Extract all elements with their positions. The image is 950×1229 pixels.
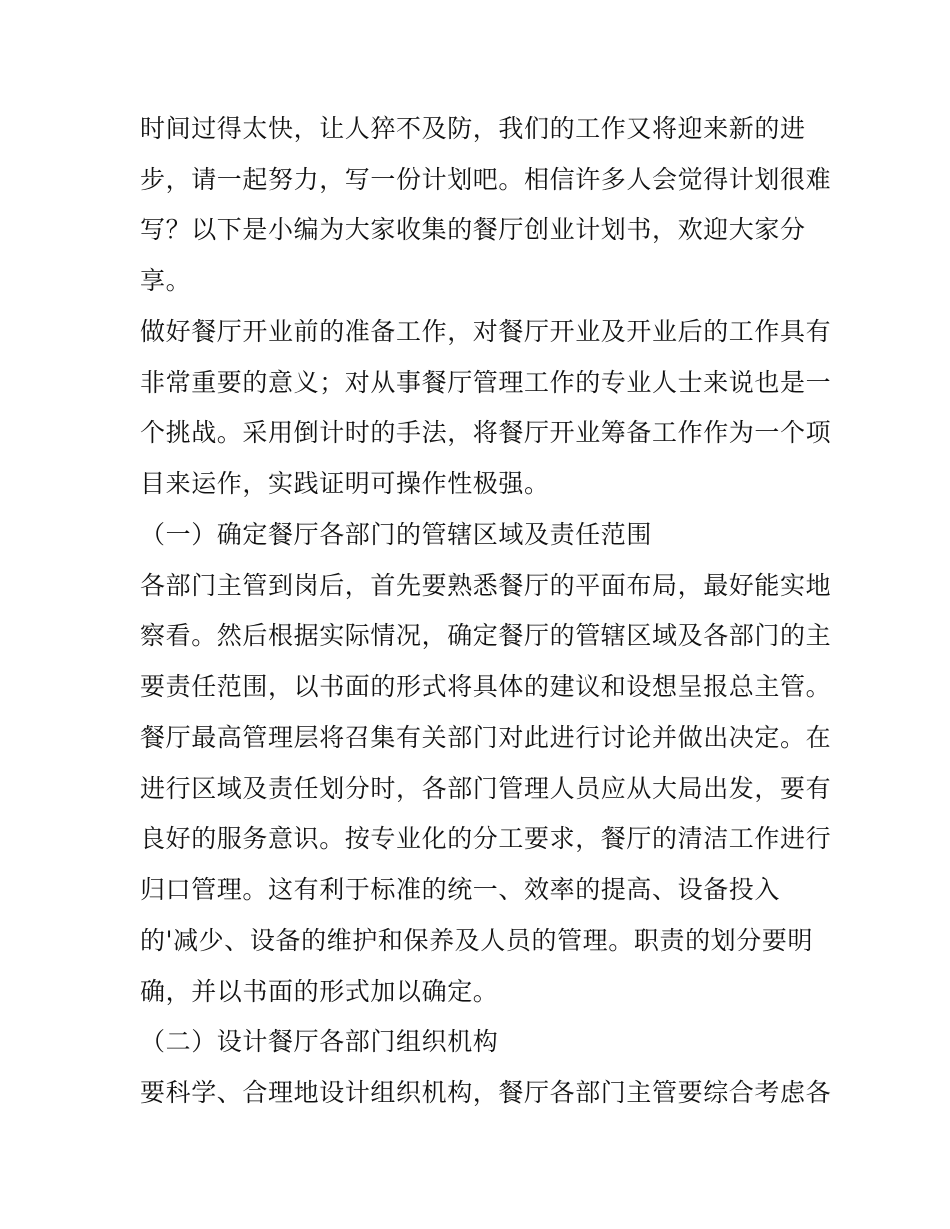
section-heading: （二）设计餐厅各部门组织机构 (140, 1027, 499, 1056)
paragraph-line: 进行区域及责任划分时，各部门管理人员应从大局出发，要有 (140, 774, 832, 803)
paragraph-line: 非常重要的意义；对从事餐厅管理工作的专业人士来说也是一 (140, 368, 832, 397)
paragraph-line: 做好餐厅开业前的准备工作，对餐厅开业及开业后的工作具有 (140, 317, 832, 346)
paragraph-line: 目来运作，实践证明可操作性极强。 (140, 469, 550, 498)
paragraph-line: 餐厅最高管理层将召集有关部门对此进行讨论并做出决定。在 (140, 723, 832, 752)
paragraph-line: 写？以下是小编为大家收集的餐厅创业计划书，欢迎大家分 (140, 215, 806, 244)
paragraph-line: 良好的服务意识。按专业化的分工要求，餐厅的清洁工作进行 (140, 824, 832, 853)
section-heading: （一）确定餐厅各部门的管辖区域及责任范围 (140, 520, 653, 549)
paragraph-line: 要责任范围，以书面的形式将具体的建议和设想呈报总主管。 (140, 672, 832, 701)
paragraph-line: 各部门主管到岗后，首先要熟悉餐厅的平面布局，最好能实地 (140, 571, 832, 600)
paragraph-line: 时间过得太快，让人猝不及防，我们的工作又将迎来新的进 (140, 114, 806, 143)
paragraph-line: 的'减少、设备的维护和保养及人员的管理。职责的划分要明 (140, 926, 814, 955)
paragraph-line: 享。 (140, 266, 192, 295)
paragraph-line: 察看。然后根据实际情况，确定餐厅的管辖区域及各部门的主 (140, 621, 832, 650)
paragraph-line: 要科学、合理地设计组织机构，餐厅各部门主管要综合考虑各 (140, 1078, 832, 1107)
paragraph-line: 确，并以书面的形式加以确定。 (140, 977, 499, 1006)
paragraph-line: 个挑战。采用倒计时的手法，将餐厅开业筹备工作作为一个项 (140, 418, 832, 447)
paragraph-line: 归口管理。这有利于标准的统一、效率的提高、设备投入 (140, 875, 781, 904)
paragraph-line: 步，请一起努力，写一份计划吧。相信许多人会觉得计划很难 (140, 165, 832, 194)
